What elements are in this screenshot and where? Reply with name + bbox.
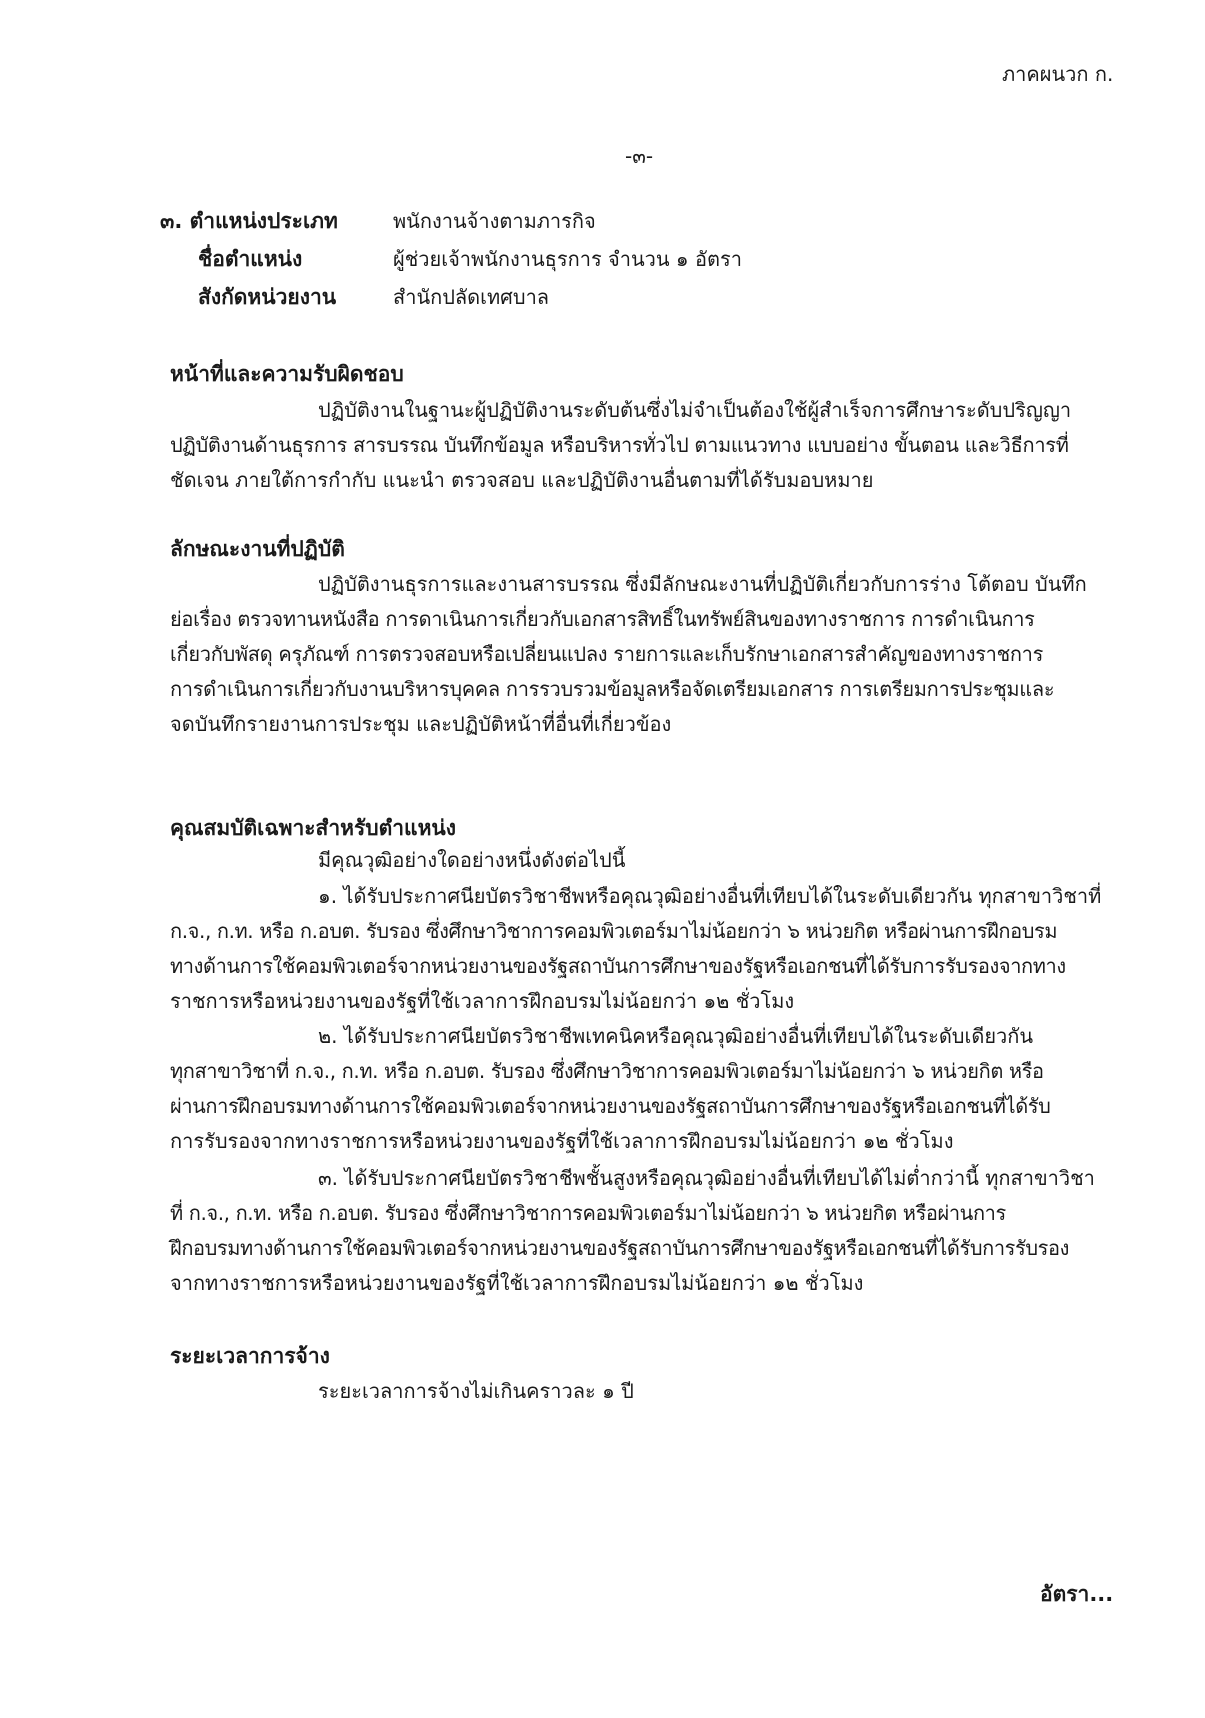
qualification-item-3 (170, 1161, 1095, 1301)
work-paragraph (170, 567, 1087, 742)
appendix-label: ภาคผนวก ก. (1002, 62, 1114, 86)
position-unit-value: สำนักปลัดเทศบาล (393, 285, 550, 309)
work-line: จดบันทึกรายงานการประชุม และปฏิบัติหน้าที่อื่นที่เกี่ยวข้อง (170, 712, 672, 736)
position-name-value: ผู้ช่วยเจ้าพนักงานธุรการ จำนวน ๑ อัตรา (393, 247, 742, 271)
qualification-line: ที่ ก.จ., ก.ท. หรือ ก.อบต. รับรอง ซึ่งศึกษาวิชาการคอมพิวเตอร์มาไม่น้อยกว่า ๖ หน่วยกิต หรือผ่านการ (170, 1201, 1006, 1225)
work-line: ย่อเรื่อง ตรวจทานหนังสือ การดาเนินการเกี่ยวกับเอกสารสิทธิ์ในทรัพย์สินของทางราชการ การดำเนินการ (170, 607, 1035, 631)
qualification-item-1 (170, 879, 1101, 1019)
work-line: การดำเนินการเกี่ยวกับงานบริหารบุคคล การรวบรวมข้อมูลหรือจัดเตรียมเอกสาร การเตรียมการประชุมและ (170, 677, 1055, 701)
qualification-line: ผ่านการฝึกอบรมทางด้านการใช้คอมพิวเตอร์จากหน่วยงานของรัฐสถาบันการศึกษาของรัฐหรือเอกชนที่ได้รับ (170, 1094, 1051, 1118)
work-line: ปฏิบัติงานธุรการและงานสารบรรณ ซึ่งมีลักษณะงานที่ปฏิบัติเกี่ยวกับการร่าง โต้ตอบ บันทึก (318, 572, 1087, 596)
position-unit-label: สังกัดหน่วยงาน (198, 285, 337, 309)
qualification-item-2 (170, 1019, 1050, 1159)
qualification-line: ราชการหรือหน่วยงานของรัฐที่ใช้เวลาการฝึกอบรมไม่น้อยกว่า ๑๒ ชั่วโมง (170, 989, 795, 1013)
qualifications-heading: คุณสมบัติเฉพาะสำหรับตำแหน่ง (170, 816, 457, 840)
continuation-text: อัตรา... (1040, 1582, 1114, 1606)
qualification-line: ก.จ., ก.ท. หรือ ก.อบต. รับรอง ซึ่งศึกษาวิชาการคอมพิวเตอร์มาไม่น้อยกว่า ๖ หน่วยกิต หรือผ่านการฝึกอบรม (170, 919, 1058, 943)
qualifications-intro: มีคุณวุฒิอย่างใดอย่างหนึ่งดังต่อไปนี้ (318, 848, 626, 872)
position-type-value: พนักงานจ้างตามภารกิจ (393, 209, 596, 233)
position-name-label: ชื่อตำแหน่ง (198, 247, 303, 271)
duties-line: ชัดเจน ภายใต้การกำกับ แนะนำ ตรวจสอบ และปฏิบัติงานอื่นตามที่ได้รับมอบหมาย (170, 468, 874, 492)
page-number: -๓- (625, 144, 654, 168)
duties-line: ปฏิบัติงานในฐานะผู้ปฏิบัติงานระดับต้นซึ่งไม่จำเป็นต้องใช้ผู้สำเร็จการศึกษาระดับปริญญา (318, 398, 1072, 422)
qualification-line: ทุกสาขาวิชาที่ ก.จ., ก.ท. หรือ ก.อบต. รับรอง ซึ่งศึกษาวิชาการคอมพิวเตอร์มาไม่น้อยกว่า ๖ หน่วยกิต หรือ (170, 1059, 1044, 1083)
qualification-line: ๒. ได้รับประกาศนียบัตรวิชาชีพเทคนิคหรือคุณวุฒิอย่างอื่นที่เทียบได้ในระดับเดียวกัน (318, 1024, 1034, 1048)
qualification-line: การรับรองจากทางราชการหรือหน่วยงานของรัฐที่ใช้เวลาการฝึกอบรมไม่น้อยกว่า ๑๒ ชั่วโมง (170, 1129, 954, 1153)
position-type-label: ๓. ตำแหน่งประเภท (160, 209, 338, 233)
duties-paragraph (170, 393, 1071, 498)
qualification-line: ฝึกอบรมทางด้านการใช้คอมพิวเตอร์จากหน่วยงานของรัฐสถาบันการศึกษาของรัฐหรือเอกชนที่ได้รับการรับรอง (170, 1236, 1069, 1260)
qualification-line: ๑. ได้รับประกาศนียบัตรวิชาชีพหรือคุณวุฒิอย่างอื่นที่เทียบได้ในระดับเดียวกัน ทุกสาขาวิชาที่ (318, 884, 1102, 908)
duties-line: ปฏิบัติงานด้านธุรการ สารบรรณ บันทึกข้อมูล หรือบริหารทั่วไป ตามแนวทาง แบบอย่าง ขั้นตอน และวิธีการที่ (170, 433, 1069, 457)
duration-text: ระยะเวลาการจ้างไม่เกินคราวละ ๑ ปี (318, 1379, 634, 1403)
work-heading: ลักษณะงานที่ปฏิบัติ (170, 537, 345, 561)
duties-heading: หน้าที่และความรับผิดชอบ (170, 362, 404, 386)
qualification-line: จากทางราชการหรือหน่วยงานของรัฐที่ใช้เวลาการฝึกอบรมไม่น้อยกว่า ๑๒ ชั่วโมง (170, 1271, 864, 1295)
qualification-line: ๓. ได้รับประกาศนียบัตรวิชาชีพชั้นสูงหรือคุณวุฒิอย่างอื่นที่เทียบได้ไม่ต่ำกว่านี้ ทุกสาขาวิชา (318, 1166, 1095, 1190)
duration-heading: ระยะเวลาการจ้าง (170, 1344, 330, 1368)
qualification-line: ทางด้านการใช้คอมพิวเตอร์จากหน่วยงานของรัฐสถาบันการศึกษาของรัฐหรือเอกชนที่ได้รับการรับรองจากทาง (170, 954, 1066, 978)
work-line: เกี่ยวกับพัสดุ ครุภัณฑ์ การตรวจสอบหรือเปลี่ยนแปลง รายการและเก็บรักษาเอกสารสำคัญของทางราชการ (170, 642, 1044, 666)
